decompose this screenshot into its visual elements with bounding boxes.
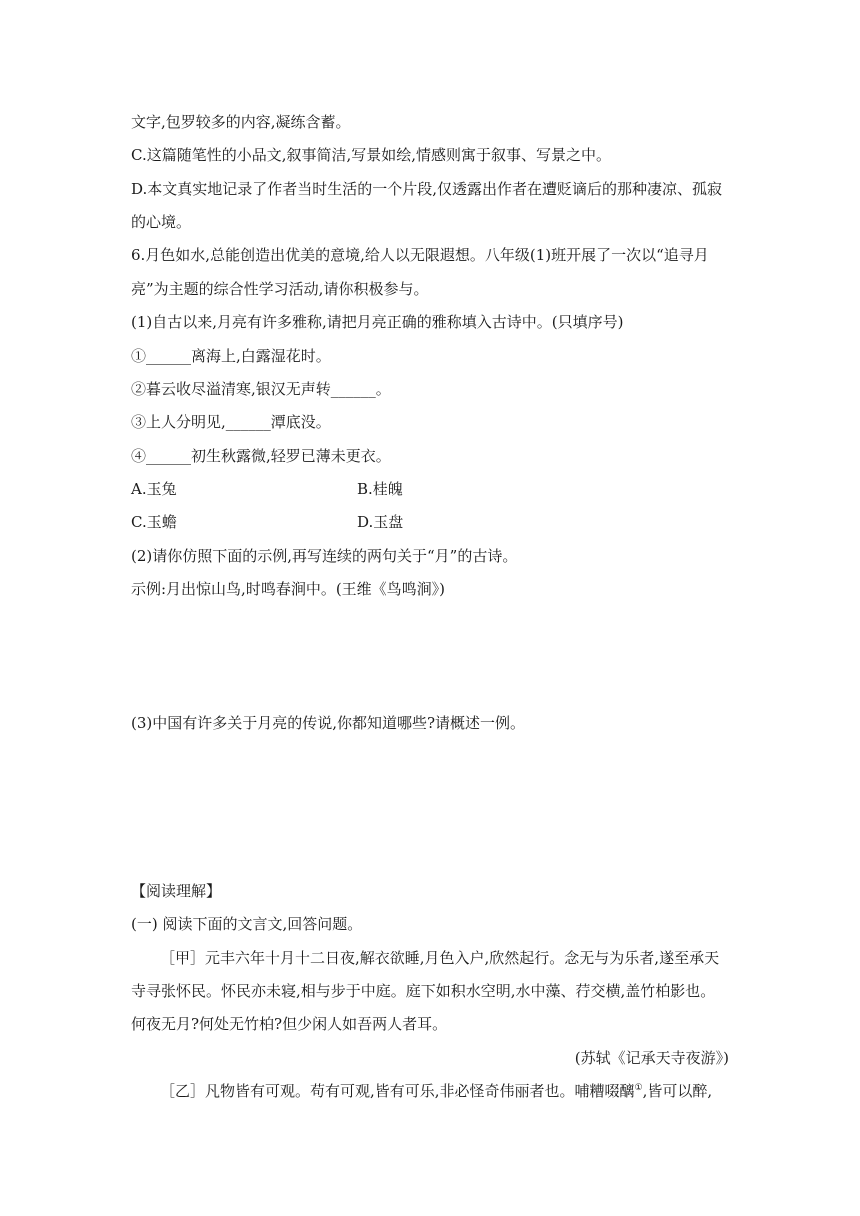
text-line: 文字,包罗较多的内容,凝练含蓄。 <box>131 113 351 131</box>
poem-blank-4: ④______初生秋露微,轻罗已薄未更衣。 <box>131 447 391 465</box>
text-line: 亮”为主题的综合性学习活动,请你积极参与。 <box>131 280 429 298</box>
text-line: 的心境。 <box>131 213 192 231</box>
passage-b-text: ［乙］凡物皆有可观。苟有可观,皆有可乐,非必怪奇伟丽者也。哺糟啜醨 <box>160 1082 635 1100</box>
example-line: 示例:月出惊山鸟,时鸣春涧中。(王维《鸟鸣涧》) <box>131 580 446 598</box>
choice-d: D.玉盘 <box>357 513 404 531</box>
question-6-line: 6.月色如水,总能创造出优美的意境,给人以无限遐想。八年级(1)班开展了一次以“追寻月 <box>131 246 709 264</box>
passage-b-line <box>160 1081 712 1101</box>
section-heading: 【阅读理解】 <box>131 882 222 900</box>
section-instruction: (一) 阅读下面的文言文,回答问题。 <box>131 915 363 933</box>
poem-blank-1: ①______离海上,白露湿花时。 <box>131 347 331 365</box>
option-c-line: C.这篇随笔性的小品文,叙事简洁,写景如绘,情感则寓于叙事、写景之中。 <box>131 146 612 164</box>
choice-c: C.玉蟾 <box>131 513 177 531</box>
passage-a-line: 何夜无月?何处无竹柏?但少闲人如吾两人者耳。 <box>131 1015 448 1033</box>
poem-blank-2: ②暮云收尽溢清寒,银汉无声转______。 <box>131 380 391 398</box>
footnote-marker: ① <box>634 1083 643 1093</box>
subquestion-2: (2)请你仿照下面的示例,再写连续的两句关于“月”的古诗。 <box>131 547 518 565</box>
choice-b: B.桂魄 <box>357 480 403 498</box>
option-d-line: D.本文真实地记录了作者当时生活的一个片段,仅透露出作者在遭贬谪后的那种凄凉、孤寂 <box>131 180 723 198</box>
passage-a-line: 寺寻张怀民。怀民亦未寝,相与步于中庭。庭下如积水空明,水中藻、荇交横,盖竹柏影也。 <box>131 982 716 1000</box>
choice-a: A.玉兔 <box>131 480 177 498</box>
passage-b-text: ,皆可以醉, <box>642 1082 713 1100</box>
passage-a-source: (苏轼《记承天寺夜游》) <box>574 1049 729 1067</box>
poem-blank-3: ③上人分明见,______潭底没。 <box>131 413 331 431</box>
subquestion-1: (1)自古以来,月亮有许多雅称,请把月亮正确的雅称填入古诗中。(只填序号) <box>131 313 624 331</box>
passage-a-line: ［甲］元丰六年十月十二日夜,解衣欲睡,月色入户,欣然起行。念无与为乐者,遂至承天 <box>160 949 720 967</box>
subquestion-3: (3)中国有许多关于月亮的传说,你都知道哪些?请概述一例。 <box>131 714 526 732</box>
